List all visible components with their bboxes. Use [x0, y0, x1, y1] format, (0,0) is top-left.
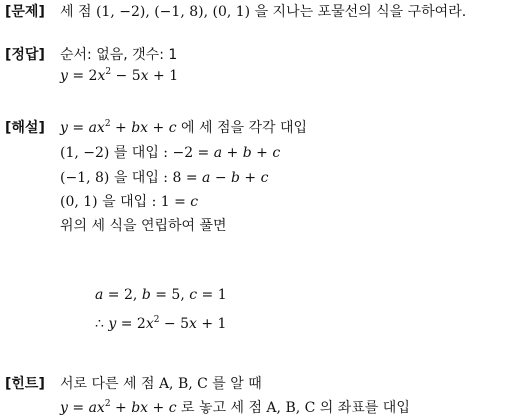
solution-result: a = 2, b = 5, c = 1: [95, 287, 227, 303]
solution-general-form: $y = ax^2$ + bx + c 에 세 점을 각각 대입: [60, 119, 308, 136]
answer-equation: $y = 2x^2 - 5x + 1$: [60, 67, 179, 84]
solution-label: [해설]: [5, 120, 45, 136]
solution-therefore: ∴ $y = 2x^2 - 5x + 1$: [95, 315, 227, 332]
solution-substitution-1: (1, −2) 를 대입 : −2 = a + b + c: [60, 145, 281, 161]
solution-substitution-2: (−1, 8) 을 대입 : 8 = a − b + c: [60, 170, 269, 186]
solution-substitution-3: (0, 1) 을 대입 : 1 = c: [60, 194, 199, 210]
hint-line-2: $y = ax^2$ + bx + c 로 놓고 세 점 A, B, C 의 좌표를 대입: [60, 399, 410, 416]
hint-label: [힌트]: [5, 376, 45, 392]
problem-label: [문제]: [5, 4, 45, 20]
hint-line-1: 서로 다른 세 점 A, B, C 를 알 때: [60, 376, 262, 392]
solution-solve-text: 위의 세 식을 연립하여 풀면: [60, 218, 227, 234]
answer-order-count: 순서: 없음, 갯수: 1: [60, 47, 178, 63]
answer-label: [정답]: [5, 47, 45, 63]
problem-text: 세 점 (1, −2), (−1, 8), (0, 1) 을 지나는 포물선의 식을 구하여라.: [60, 4, 467, 20]
